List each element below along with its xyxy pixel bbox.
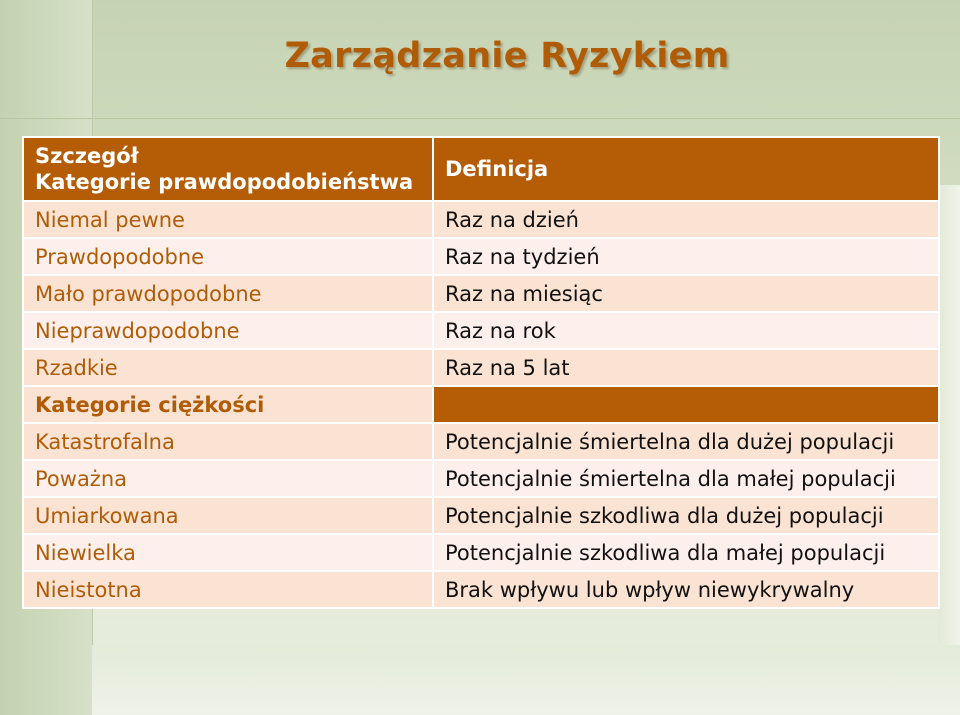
header-detail-label: Szczegół	[35, 144, 139, 168]
table-row	[23, 201, 939, 238]
severity-category: Nieistotna	[23, 571, 433, 608]
severity-definition: Potencjalnie śmiertelna dla małej populacji	[433, 460, 939, 497]
likelihood-category: Mało prawdopodobne	[23, 275, 433, 312]
likelihood-category: Rzadkie	[23, 349, 433, 386]
likelihood-category: Prawdopodobne	[23, 238, 433, 275]
severity-category: Katastrofalna	[23, 423, 433, 460]
header-detail-cell	[23, 137, 433, 201]
header-likelihood-label: Kategorie prawdopodobieństwa	[35, 170, 414, 194]
table-row	[23, 571, 939, 608]
severity-definition: Brak wpływu lub wpływ niewykrywalny	[433, 571, 939, 608]
risk-table	[22, 136, 940, 609]
table-row	[23, 312, 939, 349]
table-header-row	[23, 137, 939, 201]
severity-header-row	[23, 386, 939, 423]
severity-header-filler	[433, 386, 939, 423]
table-row	[23, 497, 939, 534]
table-row	[23, 238, 939, 275]
likelihood-definition: Raz na dzień	[433, 201, 939, 238]
table-row	[23, 534, 939, 571]
severity-header-label: Kategorie ciężkości	[23, 386, 433, 423]
table-row	[23, 423, 939, 460]
severity-definition: Potencjalnie szkodliwa dla małej populacji	[433, 534, 939, 571]
likelihood-definition: Raz na 5 lat	[433, 349, 939, 386]
slide-title: Zarządzanie Ryzykiem	[284, 36, 730, 76]
severity-definition: Potencjalnie śmiertelna dla dużej populacji	[433, 423, 939, 460]
likelihood-category: Niemal pewne	[23, 201, 433, 238]
severity-category: Niewielka	[23, 534, 433, 571]
likelihood-definition: Raz na tydzień	[433, 238, 939, 275]
table-row	[23, 349, 939, 386]
background-bottom-band	[92, 645, 960, 715]
header-definition-cell: Definicja	[433, 137, 939, 201]
table-row	[23, 275, 939, 312]
severity-category: Poważna	[23, 460, 433, 497]
likelihood-definition: Raz na miesiąc	[433, 275, 939, 312]
table-row	[23, 460, 939, 497]
background-divider-line	[0, 118, 960, 119]
severity-category: Umiarkowana	[23, 497, 433, 534]
likelihood-definition: Raz na rok	[433, 312, 939, 349]
severity-definition: Potencjalnie szkodliwa dla dużej populacji	[433, 497, 939, 534]
likelihood-category: Nieprawdopodobne	[23, 312, 433, 349]
background-right-strip	[938, 185, 960, 715]
